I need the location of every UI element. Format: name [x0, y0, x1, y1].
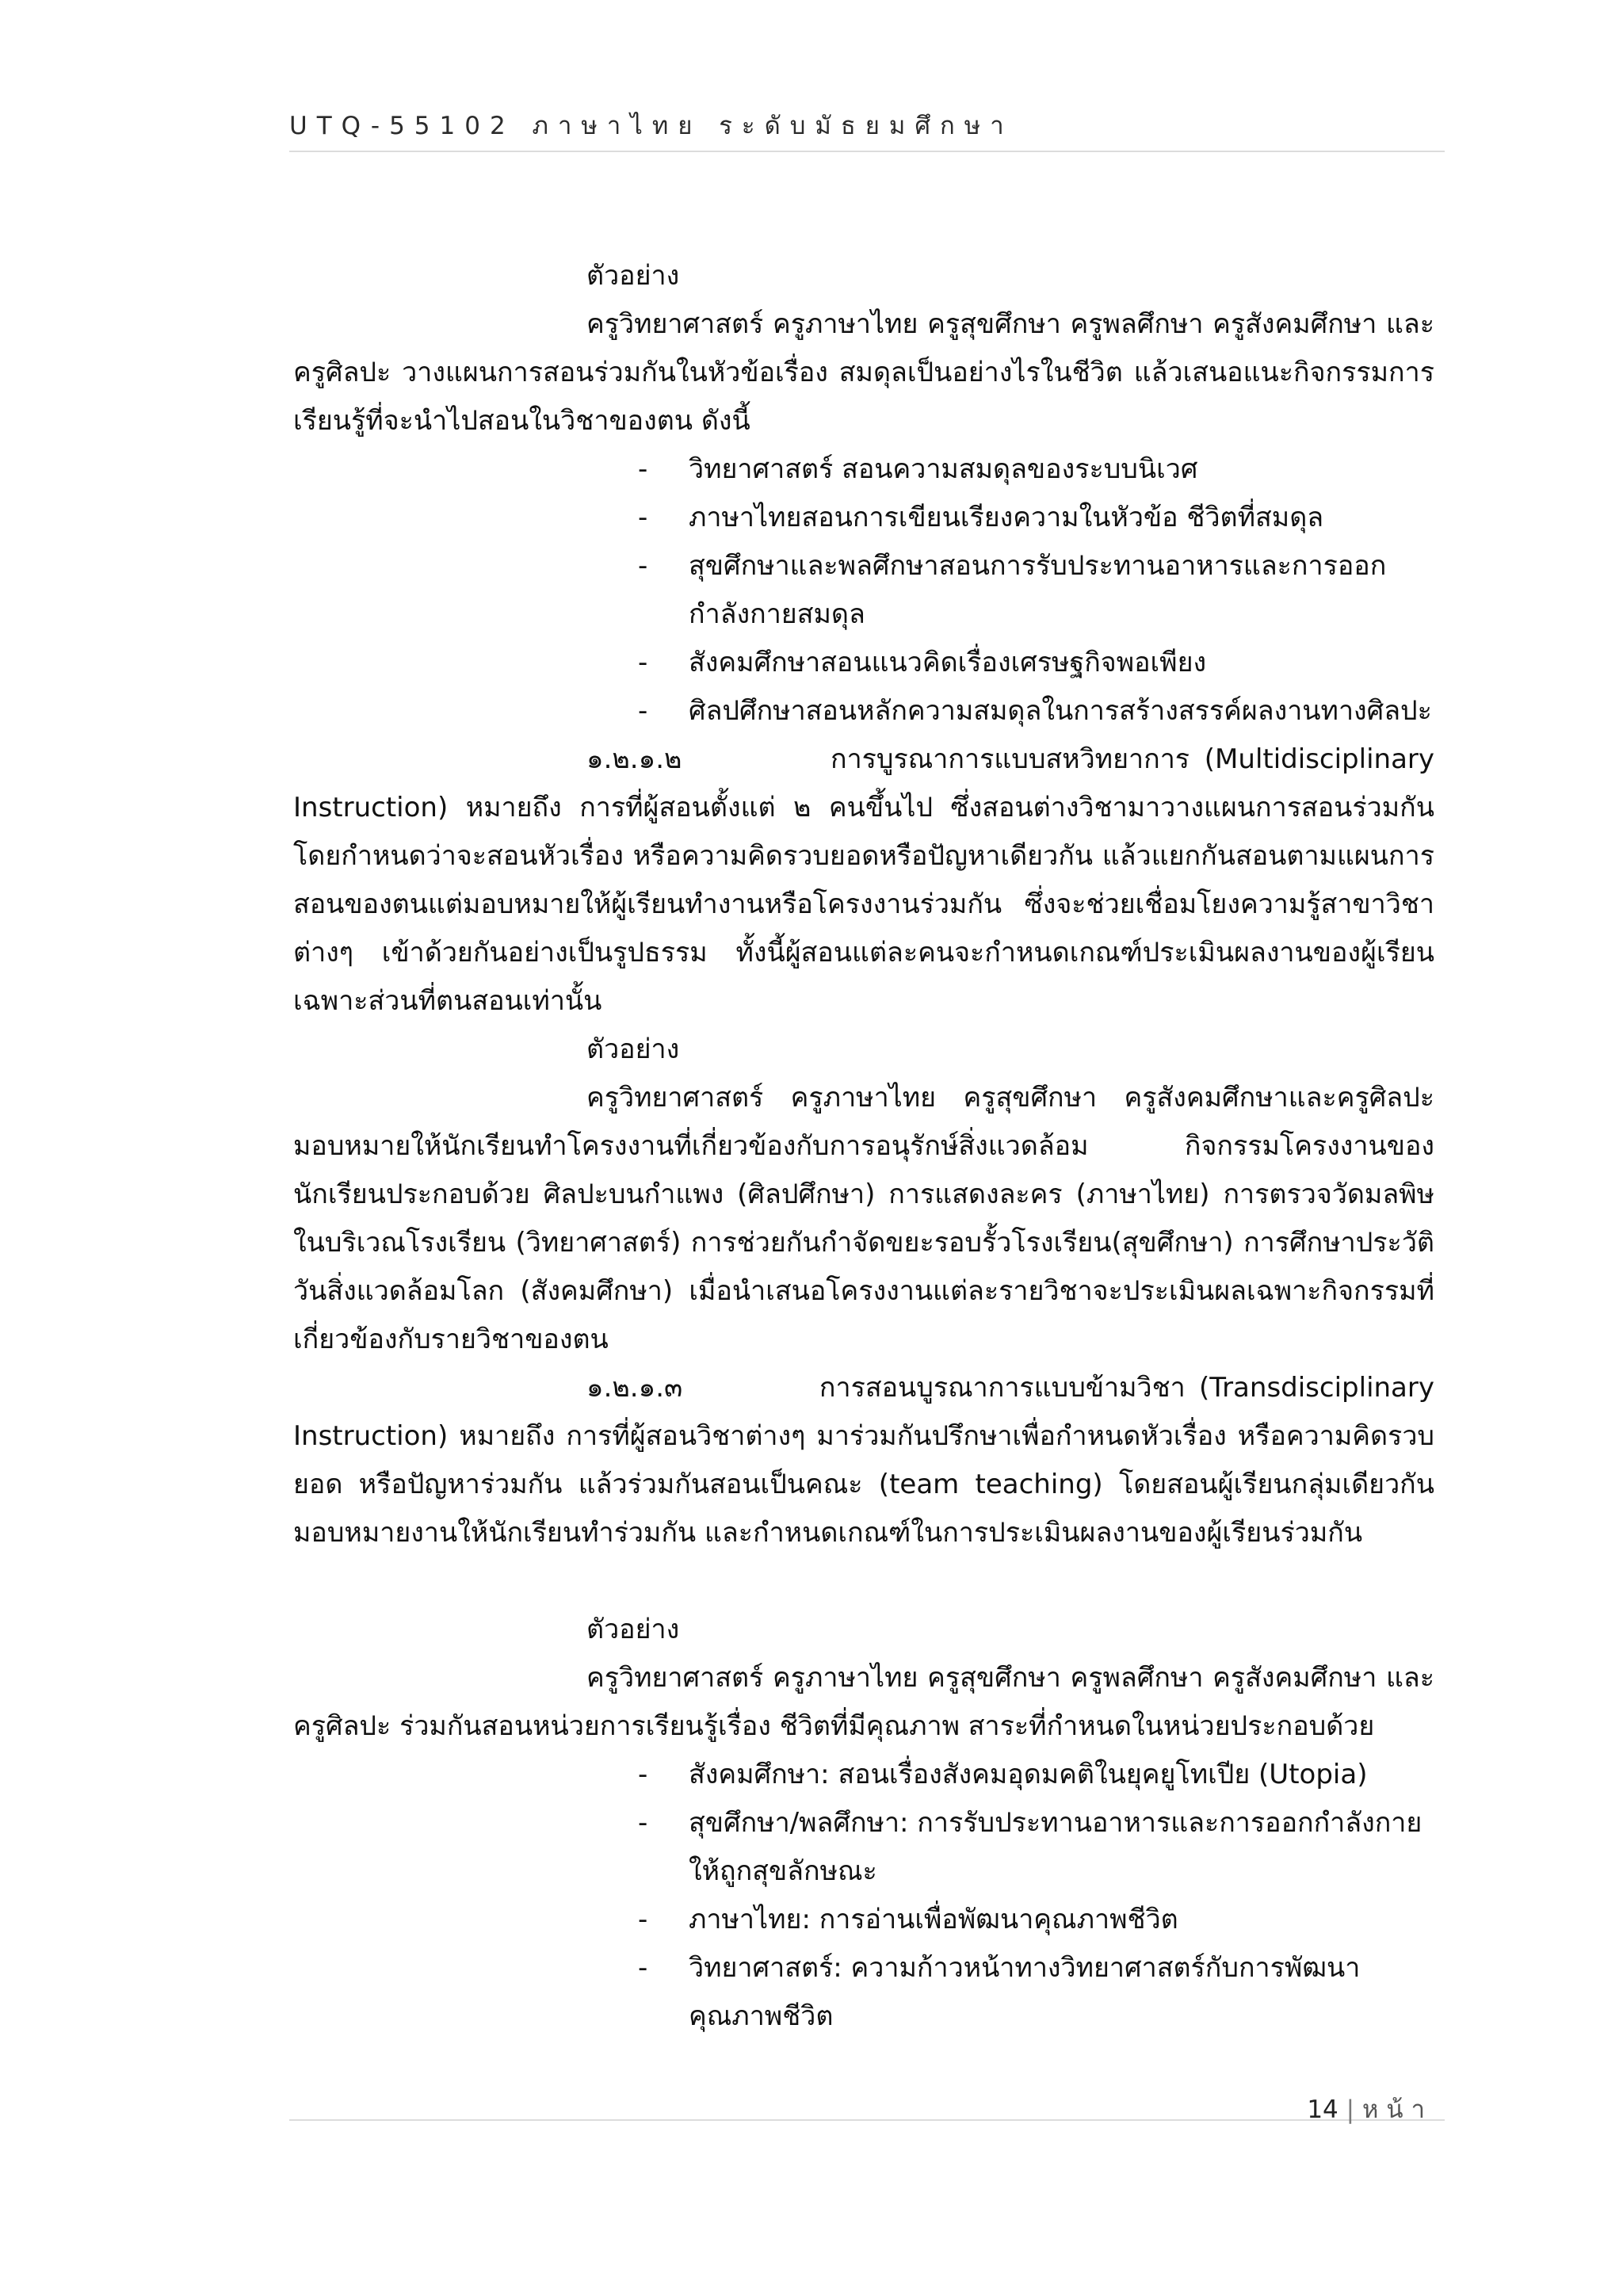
example-paragraph: ครูวิทยาศาสตร์ ครูภาษาไทย ครูสุขศึกษา ครูพลศึกษา ครูสังคมศึกษา และครูศิลปะ วางแผนการสอนร่วมกันในหัวข้อเรื่อง สมดุลเป็นอย่างไรในชีวิต แล้วเสนอแนะกิจกรรมการเรียนรู้ที่จะนำไปสอนในวิชาของตน ดังนี้: [293, 308, 1434, 437]
definition-paragraph: [293, 735, 1434, 1026]
list-item: - ศิลปศึกษาสอนหลักความสมดุลในการสร้างสรรค์ผลงานทางศิลปะ: [638, 687, 1434, 735]
example-label: ตัวอย่าง: [586, 1033, 680, 1065]
example-label: ตัวอย่าง: [586, 260, 680, 292]
section-text: การบูรณาการแบบสหวิทยาการ (Multidisciplinary Instruction) หมายถึง การที่ผู้สอนตั้งแต่ ๒ คนขึ้นไป ซึ่งสอนต่างวิชามาวางแผนการสอนร่วมกัน โดยกำหนดว่าจะสอนหัวเรื่อง หรือความคิดรวบยอดหรือปัญหาเดียวกัน แล้วแยกกันสอนตามแผนการสอนของตนแต่มอบหมายให้ผู้เรียนทำงานหรือโครงงานร่วมกัน ซึ่งจะช่วยเชื่อมโยงความรู้สาขาวิชาต่างๆ เข้าด้วยกันอย่างเป็นรูปธรรม ทั้งนี้ผู้สอนแต่ละคนจะกำหนดเกณฑ์ประเมินผลงานของผู้เรียนเฉพาะส่วนที่ตนสอนเท่านั้น: [293, 743, 1435, 1017]
page-footer: [1307, 2089, 1433, 2129]
section-number: ๑.๒.๑.๒: [586, 743, 682, 775]
list-item: - ภาษาไทย: การอ่านเพื่อพัฒนาคุณภาพชีวิต: [638, 1896, 1434, 1944]
paragraph-gap: [293, 1557, 1434, 1606]
example-paragraph: ครูวิทยาศาสตร์ ครูภาษาไทย ครูสุขศึกษา ครูพลศึกษา ครูสังคมศึกษา และครูศิลปะ ร่วมกันสอนหน่วยการเรียนรู้เรื่อง ชีวิตที่มีคุณภาพ สาระที่กำหนดในหน่วยประกอบด้วย: [293, 1662, 1434, 1742]
list-item: - สังคมศึกษาสอนแนวคิดเรื่องเศรษฐกิจพอเพียง: [638, 639, 1434, 687]
section-text: การสอนบูรณาการแบบข้ามวิชา (Transdisciplinary Instruction) หมายถึง การที่ผู้สอนวิชาต่างๆ มาร่วมกันปรึกษาเพื่อกำหนดหัวเรื่อง หรือความคิดรวบยอด หรือปัญหาร่วมกัน แล้วร่วมกันสอนเป็นคณะ (team teaching) โดยสอนผู้เรียนกลุ่มเดียวกัน มอบหมายงานให้นักเรียนทำร่วมกัน และกำหนดเกณฑ์ในการประเมินผลงานของผู้เรียนร่วมกัน: [293, 1372, 1434, 1549]
definition-paragraph: [293, 1364, 1434, 1557]
document-body: [293, 252, 1434, 2041]
list-item: - ภาษาไทยสอนการเขียนเรียงความในหัวข้อ ชีวิตที่สมดุล: [638, 494, 1434, 542]
section-number: ๑.๒.๑.๓: [586, 1372, 683, 1404]
page-word: หน้า: [1361, 2095, 1433, 2124]
example-list: [293, 445, 1434, 735]
header-divider: [289, 151, 1445, 152]
example-paragraph: ครูวิทยาศาสตร์ ครูภาษาไทย ครูสุขศึกษา ครูสังคมศึกษาและครูศิลปะ มอบหมายให้นักเรียนทำโครงงานที่เกี่ยวข้องกับการอนุรักษ์สิ่งแวดล้อม กิจกรรมโครงงานของนักเรียนประกอบด้วย ศิลปะบนกำแพง (ศิลปศึกษา) การแสดงละคร (ภาษาไทย) การตรวจวัดมลพิษในบริเวณโรงเรียน (วิทยาศาสตร์) การช่วยกันกำจัดขยะรอบรั้วโรงเรียน(สุขศึกษา) การศึกษาประวัติวันสิ่งแวดล้อมโลก (สังคมศึกษา) เมื่อนำเสนอโครงงานแต่ละรายวิชาจะประเมินผลเฉพาะกิจกรรมที่เกี่ยวข้องกับรายวิชาของตน: [293, 1082, 1434, 1355]
example-list: [293, 1751, 1434, 2041]
list-item: - สังคมศึกษา: สอนเรื่องสังคมอุดมคติในยุคยูโทเปีย (Utopia): [638, 1751, 1434, 1799]
page-number: 14: [1307, 2095, 1338, 2124]
page-header-title: UTQ-55102 ภาษาไทย ระดับมัธยมศึกษา: [289, 112, 1014, 140]
footer-separator: |: [1346, 2095, 1355, 2124]
list-item: - วิทยาศาสตร์: ความก้าวหน้าทางวิทยาศาสตร์กับการพัฒนาคุณภาพชีวิต: [638, 1944, 1434, 2041]
list-item: - วิทยาศาสตร์ สอนความสมดุลของระบบนิเวศ: [638, 445, 1434, 494]
list-item: - สุขศึกษา/พลศึกษา: การรับประทานอาหารและการออกกำลังกายให้ถูกสุขลักษณะ: [638, 1799, 1434, 1896]
example-label: ตัวอย่าง: [586, 1614, 680, 1645]
footer-divider: [289, 2119, 1445, 2121]
list-item: - สุขศึกษาและพลศึกษาสอนการรับประทานอาหารและการออกกำลังกายสมดุล: [638, 542, 1434, 639]
